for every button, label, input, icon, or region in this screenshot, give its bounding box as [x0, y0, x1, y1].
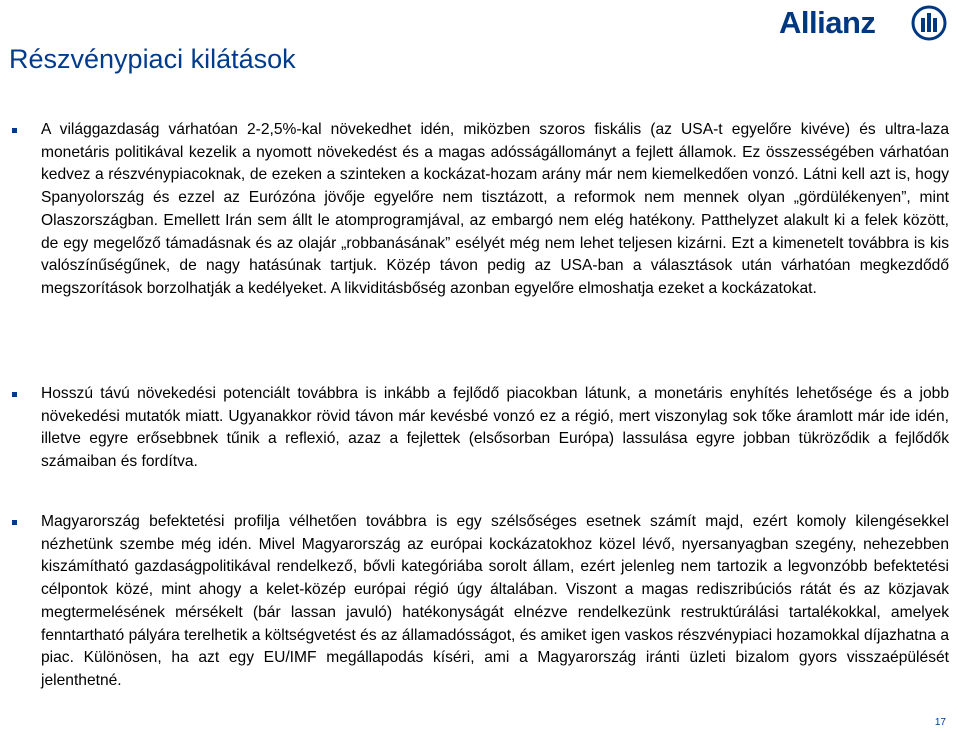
page-title: Részvénypiaci kilátások: [9, 44, 296, 74]
bullet-text: A világgazdaság várhatóan 2-2,5%-kal növekedhet idén, miközben szoros fiskális (az USA-t egyelőre kivéve) és ultra-laza monetáris politikával kezelik a nyomott növekedést és a magas adósságállományt a fejlett államok. Ez összességében várhatóan kedvez a részvénypiacoknak, de ezeken a szinteken a kockázat-hozam arány már nem kiemelkedően vonzó. Látni kell azt is, hogy Spanyolország és ezzel az Eurózóna jövője egyelőre nem tisztázott, a reformok nem mennek olyan „gördülékenyen”, mint Olaszországban. Emellett Irán sem állt le atomprogramjával, az embargó nem elég hatékony. Patthelyzet alakult ki a felek között, de egy megelőző támadásnak és az olajár „robbanásának” esélyét még nem lehet teljesen kizárni. Ezt a kimenetelt továbbra is kis valószínűségűnek, de nagy hatásúnak tartjuk. Közép távon pedig az USA-ban a választások után várhatóan megkezdődő megszorítások borzolhatják a kedélyeket. A likviditásbőség azonban egyelőre elmoshatja ezeket a kockázatokat.: [41, 121, 949, 297]
allianz-logo: [779, 4, 951, 42]
bullet-text: Hosszú távú növekedési potenciált továbbra is inkább a fejlődő piacokban látunk, a monetáris enyhítés lehetősége és a jobb növekedési mutatók miatt. Ugyanakkor rövid távon már kevésbé vonzó ez a régió, mert viszonylag sok tőke áramlott már ide idén, illetve egyre erősebbnek tűnik a reflexió, azaz a fejlettek (elsősorban Európa) lassulása egyre jobban tükröződik a fejlődők számaiban és fordítva.: [41, 385, 949, 471]
square-bullet-icon: [12, 520, 17, 525]
logo-wordmark: Allianz: [779, 5, 876, 40]
page-number: 17: [934, 717, 946, 728]
square-bullet-icon: [12, 392, 17, 397]
allianz-eagle-icon: [911, 5, 947, 41]
bullet-text: Magyarország befektetési profilja vélhetően továbbra is egy szélsőséges esetnek számít majd, ezért komoly kilengésekkel nézhetünk szembe még idén. Mivel Magyarország az európai kockázatokhoz közel lévő, nyersanyagban szegény, nehezebben kiszámítható gazdaságpolitikával rendelkező, bővli kategóriába sorolt állam, ezért jelenleg nem tartozik a legvonzóbb befektetési célpontok közé, mint ahogy a kelet-közép európai régió úgy általában. Viszont a magas rediszribúciós rátát és az közjavak megtermelésének mérsékelt (bár lassan javuló) hatékonyságát elnézve rendelkezünk restruktúrálási tartalékokkal, amelyek fenntartható pályára terelhetik a költségvetést és az államadósságot, és amiket igen vaskos részvénypiaci hozamokkal díjazhatna a piac. Különösen, ha azt egy EU/IMF megállapodás kíséri, ami a Magyarország iránti üzleti bizalom gyors visszaépülését jelenthetné.: [41, 513, 949, 689]
square-bullet-icon: [12, 128, 17, 133]
